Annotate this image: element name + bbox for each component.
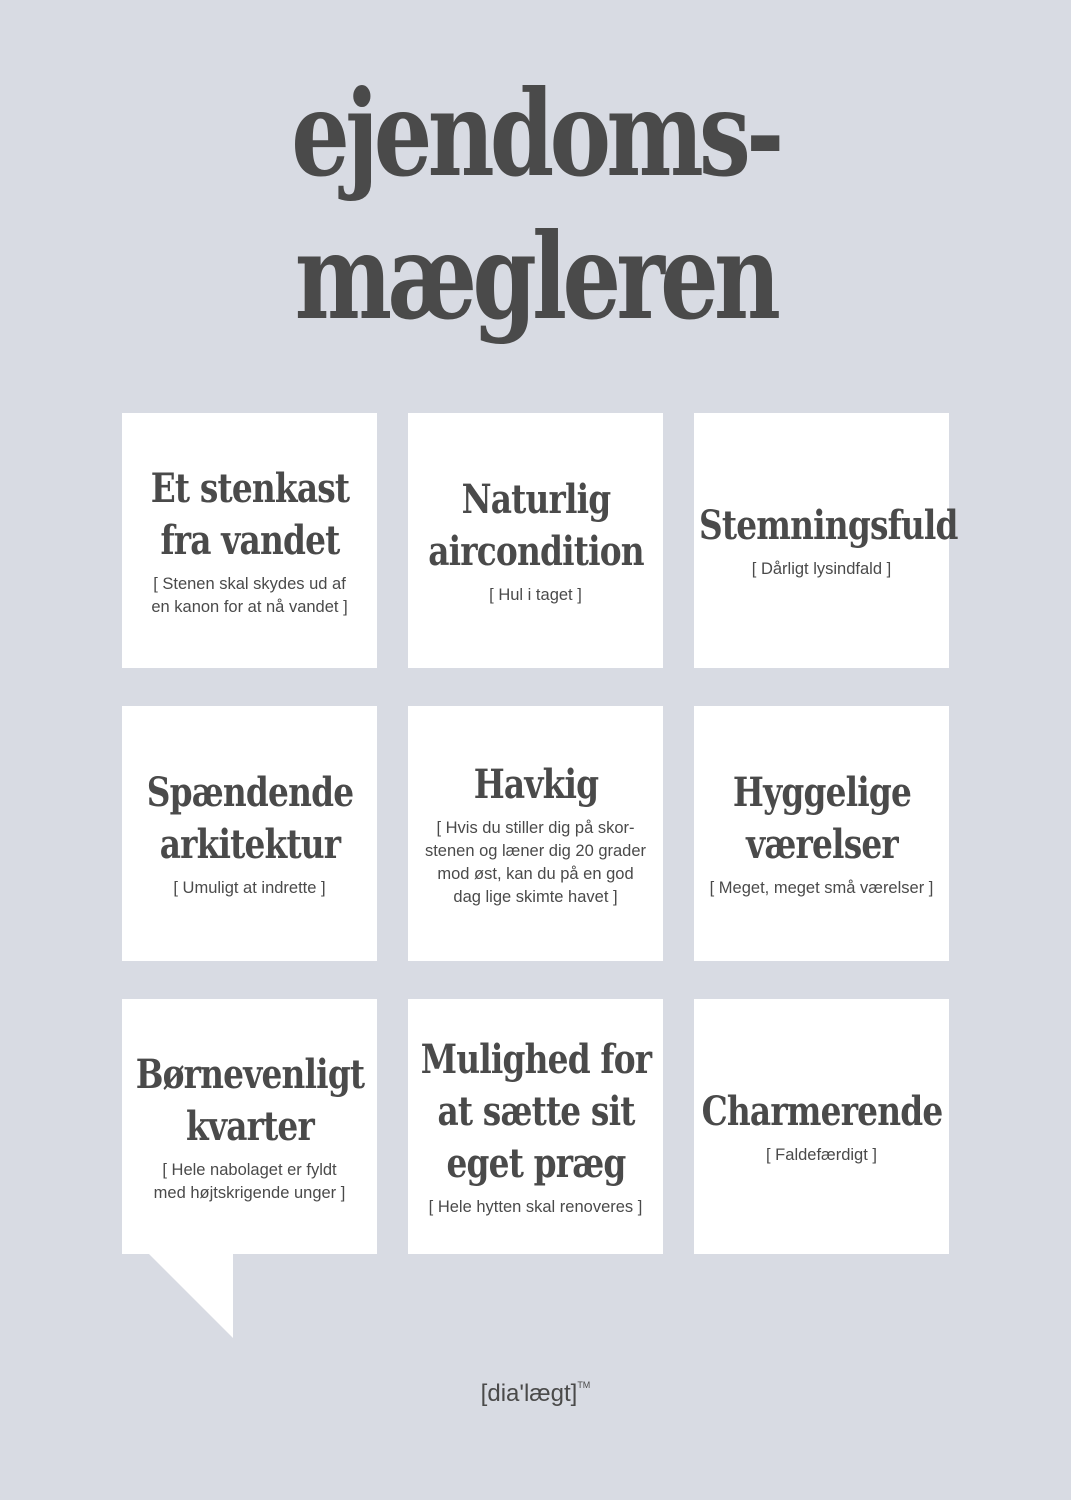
card-note: [ Dårligt lysindfald ]	[751, 560, 892, 578]
card-headline: Stemningsfuld	[698, 502, 958, 549]
card-note: [ Stenen skal skydes ud af en kanon for at nå vandet ]	[151, 574, 348, 616]
card-note: [ Meget, meget små værelser ]	[709, 879, 934, 897]
card-3	[694, 413, 958, 668]
poster-title-line-2: mægleren	[294, 207, 777, 346]
card-headline: Charmerende	[701, 1088, 942, 1135]
card-note: [ Umuligt at indrette ]	[173, 879, 326, 897]
card-4	[122, 706, 377, 961]
card-9	[694, 999, 949, 1254]
card-7	[122, 999, 377, 1254]
card-headline: Mulighed for at sætte sit eget præg	[420, 1036, 651, 1187]
card-6	[694, 706, 949, 961]
card-note: [ Faldefærdigt ]	[766, 1146, 877, 1164]
card-2	[408, 413, 663, 668]
brand-logo	[0, 1380, 1071, 1408]
brand-logo-text: [dia'lægt]	[480, 1380, 578, 1407]
card-note: [ Hele nabolaget er fyldt med højtskrigende unger ]	[153, 1160, 346, 1202]
card-headline: Hyggelige værelser	[732, 769, 911, 868]
card-headline: Et stenkast fra vandet	[150, 464, 349, 564]
card-headline: Naturlig aircondition	[427, 476, 644, 575]
card-1	[122, 413, 377, 668]
card-headline: Spændende arkitektur	[146, 769, 353, 868]
card-note: [ Hvis du stiller dig på skor- stenen og læner dig 20 grader mod øst, kan du på en god dag lige skimte havet ]	[424, 818, 647, 906]
card-headline: Børnevenligt kvarter	[135, 1050, 364, 1150]
card-note: [ Hul i taget ]	[489, 586, 582, 604]
card-5	[408, 706, 663, 961]
trademark-mark: TM	[577, 1380, 591, 1390]
card-8	[408, 999, 663, 1254]
poster-title-line-1: ejendoms-	[291, 64, 780, 203]
card-note: [ Hele hytten skal renoveres ]	[428, 1198, 643, 1216]
speech-bubble-tail	[148, 1253, 234, 1339]
card-headline: Havkig	[473, 760, 598, 808]
